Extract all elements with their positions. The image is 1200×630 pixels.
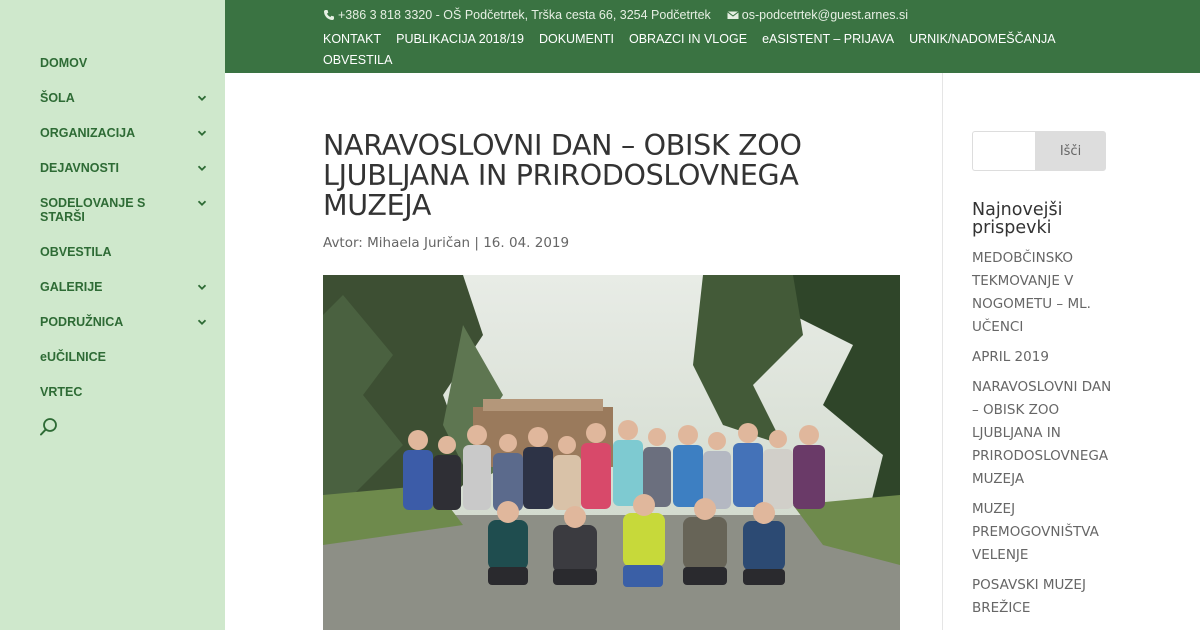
search-form — [972, 131, 1106, 171]
post-date: 16. 04. 2019 — [483, 235, 570, 251]
email-link[interactable]: os-podcetrtek@guest.arnes.si — [741, 8, 909, 22]
recent-post-link[interactable]: NARAVOSLOVNI DAN – OBISK ZOO LJUBLJANA IN PRIRODOSLOVNEGA MUZEJA — [972, 379, 1112, 487]
recent-posts-list — [972, 247, 1112, 627]
top-nav-item[interactable]: KONTAKT — [323, 32, 382, 46]
post-photo — [323, 275, 900, 630]
sidebar-item[interactable] — [40, 278, 210, 296]
contact-info — [323, 8, 908, 22]
sidebar-item-label: OBVESTILA — [40, 245, 112, 259]
recent-post-link[interactable]: MEDOBČINSKO TEKMOVANJE V NOGOMETU – ML. UČENCI — [972, 250, 1091, 335]
recent-posts-title: Najnovejši prispevki — [972, 200, 1063, 238]
sidebar-item-label: DOMOV — [40, 56, 88, 70]
author-prefix: Avtor: — [323, 235, 368, 251]
post-meta — [323, 235, 908, 251]
top-nav-item[interactable]: OBVESTILA — [323, 53, 393, 67]
chevron-down-icon[interactable] — [196, 281, 208, 293]
recent-post-link[interactable]: MUZEJ PREMOGOVNIŠTVA VELENJE — [972, 501, 1099, 563]
post-content — [323, 131, 908, 251]
search-icon[interactable] — [38, 416, 60, 438]
recent-post-link[interactable]: APRIL 2019 — [972, 349, 1049, 365]
sidebar-item-label: ŠOLA — [40, 91, 75, 105]
meta-separator: | — [470, 235, 484, 251]
recent-post-link[interactable]: POSAVSKI MUZEJ BREŽICE — [972, 577, 1086, 616]
phone-icon — [323, 9, 335, 21]
sidebar-item-label: eUČILNICE — [40, 350, 106, 364]
top-nav-item[interactable]: URNIK/NADOMEŠČANJA — [909, 32, 1056, 46]
sidebar-item[interactable] — [40, 159, 210, 177]
sidebar-item[interactable] — [40, 383, 210, 401]
sidebar-item[interactable] — [40, 313, 210, 331]
envelope-icon — [727, 9, 739, 21]
sidebar-item[interactable] — [40, 54, 210, 72]
chevron-down-icon[interactable] — [196, 162, 208, 174]
sidebar-divider — [942, 73, 943, 630]
chevron-down-icon[interactable] — [196, 197, 208, 209]
chevron-down-icon[interactable] — [196, 127, 208, 139]
search-button[interactable]: Išči — [1035, 131, 1106, 171]
sidebar-item-label: DEJAVNOSTI — [40, 161, 119, 175]
sidebar — [0, 0, 225, 630]
sidebar-item[interactable] — [40, 348, 210, 366]
sidebar-item-label: SODELOVANJE S STARŠI — [40, 196, 146, 224]
top-header — [225, 0, 1200, 73]
phone-address: +386 3 818 3320 - OŠ Podčetrtek, Trška cesta 66, 3254 Podčetrtek — [338, 8, 711, 22]
top-nav-item[interactable]: PUBLIKACIJA 2018/19 — [396, 32, 524, 46]
chevron-down-icon[interactable] — [196, 92, 208, 104]
top-nav — [323, 29, 1083, 71]
sidebar-item-label: VRTEC — [40, 385, 83, 399]
sidebar-item[interactable] — [40, 89, 210, 107]
top-nav-item[interactable]: DOKUMENTI — [538, 32, 614, 46]
photo-illustration — [323, 275, 900, 630]
sidebar-item[interactable] — [40, 194, 210, 226]
author-link[interactable]: Mihaela Juričan — [367, 235, 471, 251]
sidebar-item-label: GALERIJE — [40, 280, 103, 294]
sidebar-item-label: PODRUŽNICA — [40, 315, 124, 329]
page-title: NARAVOSLOVNI DAN – OBISK ZOO LJUBLJANA IN PRIRODOSLOVNEGA MUZEJA — [323, 129, 802, 222]
chevron-down-icon[interactable] — [196, 316, 208, 328]
top-nav-item[interactable]: eASISTENT – PRIJAVA — [762, 32, 895, 46]
main-nav — [40, 54, 210, 418]
top-nav-item[interactable]: OBRAZCI IN VLOGE — [628, 32, 748, 46]
search-input[interactable] — [972, 131, 1035, 171]
sidebar-item[interactable] — [40, 124, 210, 142]
sidebar-item[interactable] — [40, 243, 210, 261]
sidebar-item-label: ORGANIZACIJA — [40, 126, 136, 140]
